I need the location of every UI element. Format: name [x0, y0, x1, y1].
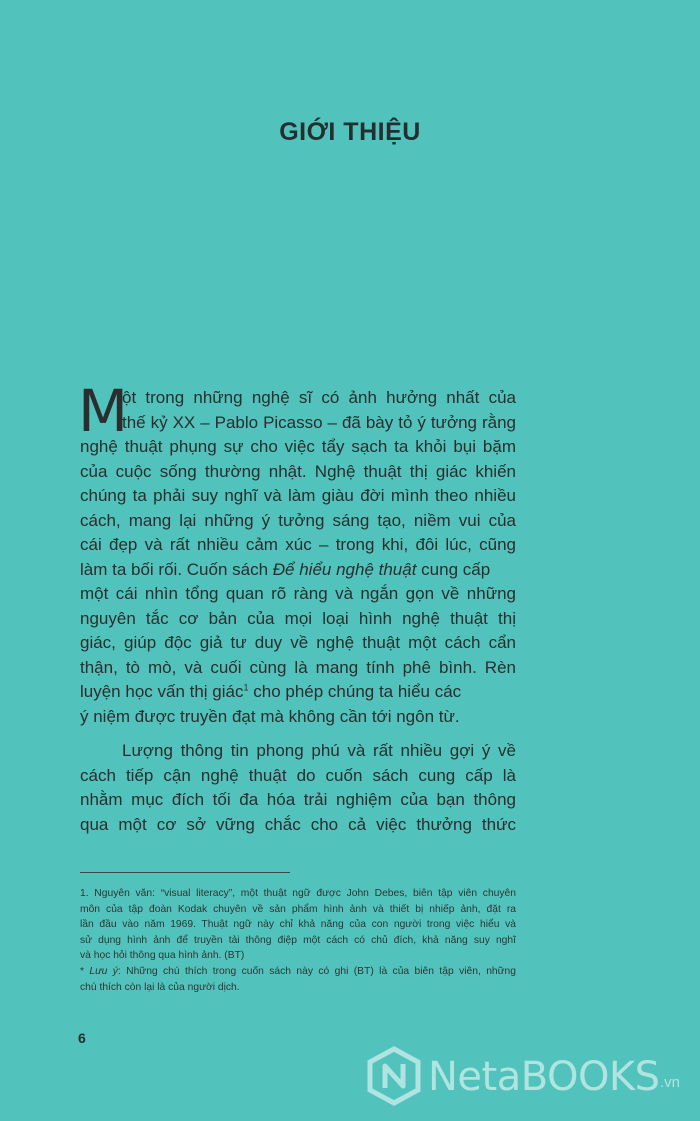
paragraph-1	[80, 386, 516, 729]
text-line: nhằm mục đích tối đa hóa trải nghiệm của bạn thông	[80, 790, 516, 809]
text-line: Lượng thông tin phong phú và rất nhiều gợi ý về	[122, 741, 516, 760]
text-line	[80, 680, 516, 705]
text-segment: làm ta bối rối. Cuốn sách	[80, 559, 273, 579]
text-line: thận, tò mò, và cuối cùng là mang tính phê bình. Rèn	[80, 657, 516, 677]
text-line: nghệ thuật phụng sự cho việc tẩy sạch ta khỏi bụi bặm	[80, 437, 516, 456]
text-line: thế kỷ XX – Pablo Picasso – đã bày tỏ ý tưởng rằng	[122, 412, 516, 432]
text-line: cách, mang lại những ý tưởng sáng tạo, niềm vui của	[80, 510, 516, 530]
footnote-line: môn của tập đoàn Kodak chuyên về sản phẩm hình ảnh và thiết bị nhiếp ảnh, đặt ra	[80, 903, 516, 915]
paragraph-2	[80, 739, 516, 837]
footnotes	[80, 886, 516, 995]
footnote-divider	[80, 872, 290, 873]
text-line: ột trong những nghệ sĩ có ảnh hưởng nhất của	[122, 388, 516, 407]
text-line: qua một cơ sở vững chắc cho cả việc thưởng thức	[80, 814, 516, 834]
text-segment: luyện học vấn thị giác	[80, 682, 244, 701]
watermark	[366, 1046, 696, 1106]
editor-note-line	[80, 964, 516, 980]
watermark-suffix: .vn	[660, 1074, 681, 1091]
note-prefix: *	[80, 965, 90, 977]
text-line: cách tiếp cận nghệ thuật do cuốn sách cung cấp là	[80, 765, 516, 785]
text-line: nguyên tắc cơ bản của mọi loại hình nghệ thuật thị	[80, 608, 516, 628]
editor-note-line: chú thích còn lại là của người dịch.	[80, 981, 240, 993]
text-line: ý niệm được truyền đạt mà không cần tới ngôn từ.	[80, 706, 460, 726]
text-line: cái đẹp và rất nhiều cảm xúc – trong khi, đôi lúc, cũng	[80, 535, 516, 554]
page-number: 6	[78, 1030, 86, 1046]
note-label: Lưu ý	[89, 965, 118, 977]
watermark-brand: NetaBOOKS	[428, 1054, 660, 1100]
text-line: giác, giúp độc giả tư duy về nghệ thuật một cách cẩn	[80, 633, 516, 652]
footnote-line: 1. Nguyên văn: “visual literacy”, một thuật ngữ được John Debes, biên tập viên chuyên	[80, 888, 516, 899]
footnote-ref: 1	[243, 682, 249, 693]
note-text: : Những chú thích trong cuốn sách này có ghi (BT) là của biên tập viên, những	[117, 965, 516, 977]
text-segment: cho phép chúng ta hiểu các	[248, 682, 462, 701]
footnote-line: và học hỏi thông qua hình ảnh. (BT)	[80, 950, 245, 962]
hexagon-n-logo-icon	[366, 1046, 422, 1106]
footnote-line: sử dụng hình ảnh để truyền tải thông điệp một cách có chủ đích, khả năng suy nghĩ	[80, 934, 516, 946]
text-line: của cuộc sống thường nhật. Nghệ thuật thị giác khiến	[80, 461, 516, 481]
body-text	[80, 386, 516, 837]
footnote-line: lần đầu vào năm 1969. Thuật ngữ này chỉ khả năng của con người trong việc hiểu và	[80, 919, 516, 931]
text-line	[80, 558, 516, 583]
text-line: chúng ta phải suy nghĩ và làm giàu đời mình theo nhiều	[80, 486, 516, 505]
text-line: một cái nhìn tổng quan rõ ràng và ngắn gọn về những	[80, 584, 516, 603]
drop-cap: M	[78, 377, 129, 445]
book-title-italic: Để hiểu nghệ thuật	[272, 559, 417, 579]
text-segment: cung cấp	[416, 559, 491, 579]
page-title: GIỚI THIỆU	[279, 118, 421, 146]
